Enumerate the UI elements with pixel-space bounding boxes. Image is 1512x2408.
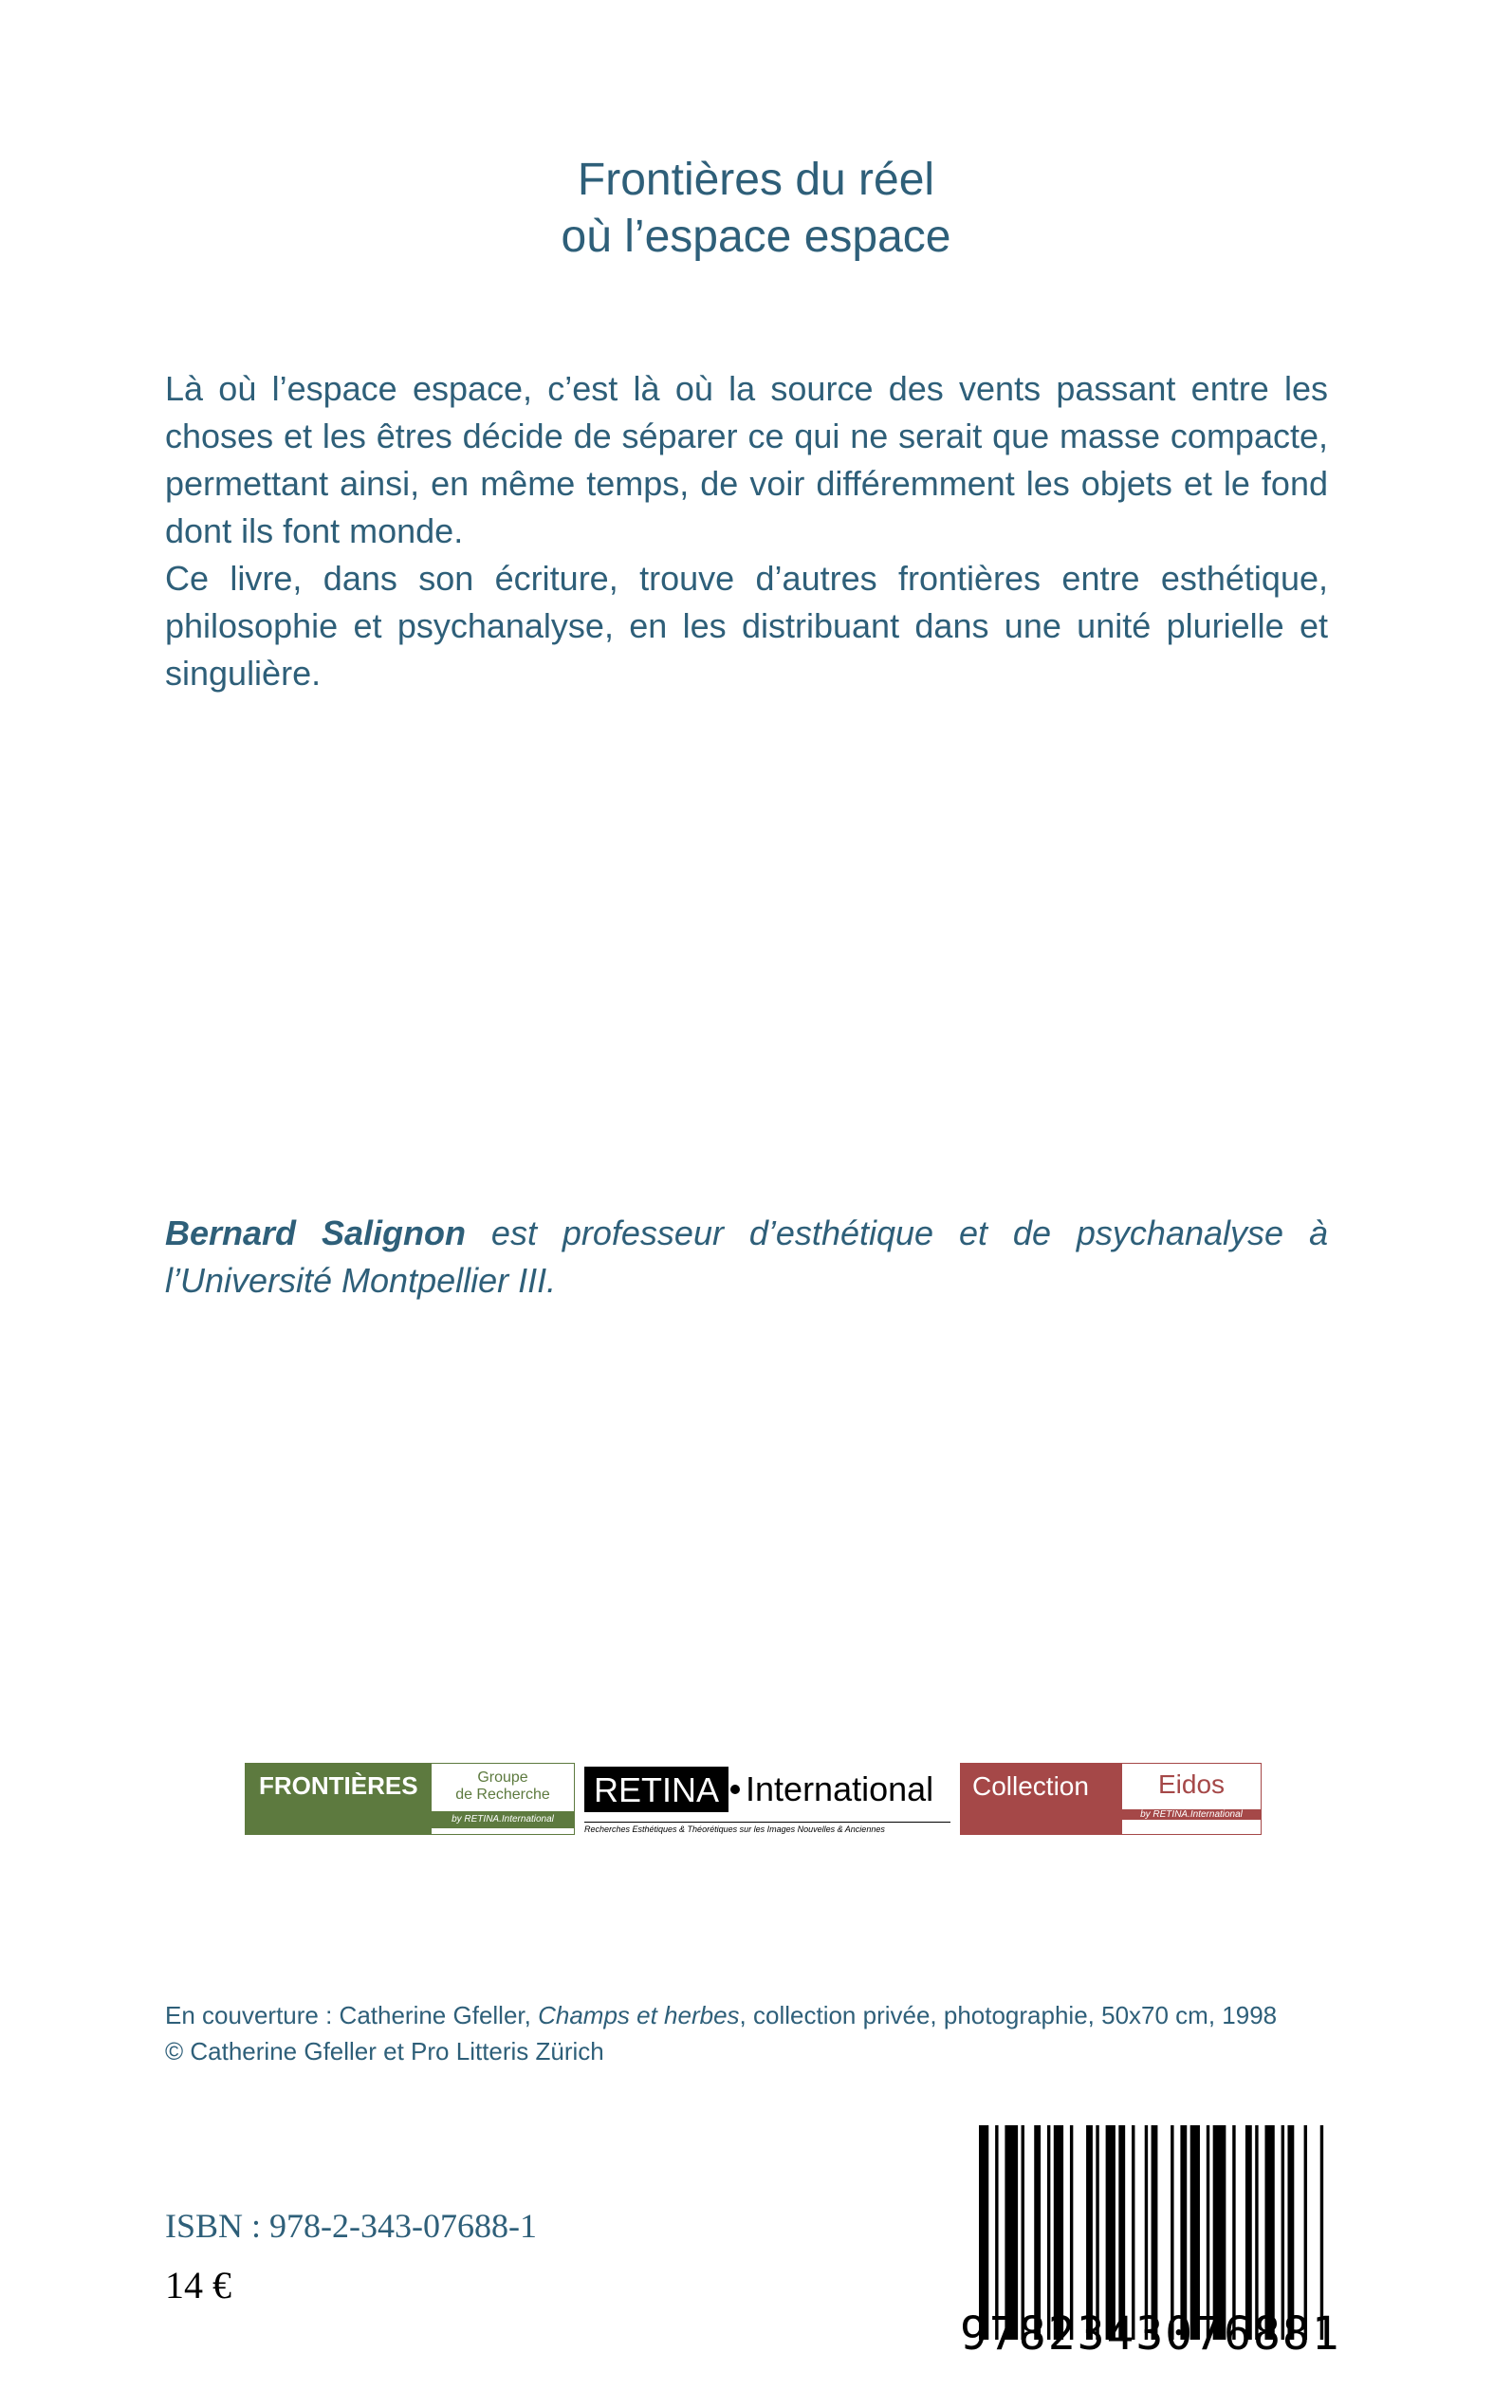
isbn: ISBN : 978-2-343-07688-1 <box>165 2207 537 2245</box>
retina-logo <box>584 1763 950 1833</box>
eidos-logo <box>960 1763 1262 1835</box>
title-line-1: Frontières du réel <box>577 155 935 205</box>
retina-logo-sub: Recherches Esthétiques & Théorétiques sur les Images Nouvelles & Anciennes <box>584 1822 950 1834</box>
book-blurb <box>165 365 1328 697</box>
retina-logo-left: RETINA <box>584 1767 728 1812</box>
blurb-paragraph-1: Là où l’espace espace, c’est là où la source des vents passant entre les choses et les êtres décide de séparer ce qui ne serait que masse compacte, permettant ainsi, en même temps, de voir différemment les objets et le fond dont ils font monde. <box>165 369 1328 550</box>
credit-prefix: En couverture : Catherine Gfeller, <box>165 2001 539 2029</box>
eidos-logo-left: Collection <box>961 1764 1122 1834</box>
credit-work: Champs et herbes <box>538 2001 740 2029</box>
publisher-logos <box>245 1763 1262 1835</box>
barcode-number: 9782343076881 <box>960 2307 1341 2361</box>
eidos-logo-right-block <box>1122 1764 1261 1834</box>
blurb-paragraph-2: Ce livre, dans son écriture, trouve d’autres frontières entre esthétique, philosophie et psychanalyse, en les distribuant dans une unité plurielle et singulière. <box>165 559 1328 693</box>
title-line-2: où l’espace espace <box>561 212 951 262</box>
book-title <box>0 152 1512 266</box>
frontieres-logo-sub1: Groupe <box>477 1769 528 1786</box>
eidos-logo-by: by RETINA.International <box>1122 1809 1261 1820</box>
frontieres-logo-right <box>432 1764 574 1834</box>
frontieres-logo-main: FRONTIÈRES <box>246 1764 432 1834</box>
frontieres-logo <box>245 1763 575 1835</box>
retina-dot-icon <box>730 1785 740 1794</box>
frontieres-logo-by: by RETINA.International <box>432 1811 574 1828</box>
cover-credit <box>165 1997 1360 2069</box>
price: 14 € <box>165 2264 231 2306</box>
eidos-logo-right: Eidos <box>1157 1769 1226 1799</box>
author-name: Bernard Salignon <box>165 1213 466 1252</box>
cover-credit-line-2: © Catherine Gfeller et Pro Litteris Zürich <box>165 2037 604 2065</box>
author-bio <box>165 1210 1328 1305</box>
credit-suffix: , collection privée, photographie, 50x70 cm, 1998 <box>739 2001 1278 2029</box>
cover-credit-line-1 <box>165 1997 1360 2033</box>
retina-logo-right: International <box>746 1769 934 1808</box>
author-bio-text: est professeur d’esthétique et de psychanalyse à l’Université Montpellier III. <box>165 1213 1328 1300</box>
frontieres-logo-sub2: de Recherche <box>455 1787 550 1803</box>
retina-logo-bar <box>584 1763 950 1816</box>
